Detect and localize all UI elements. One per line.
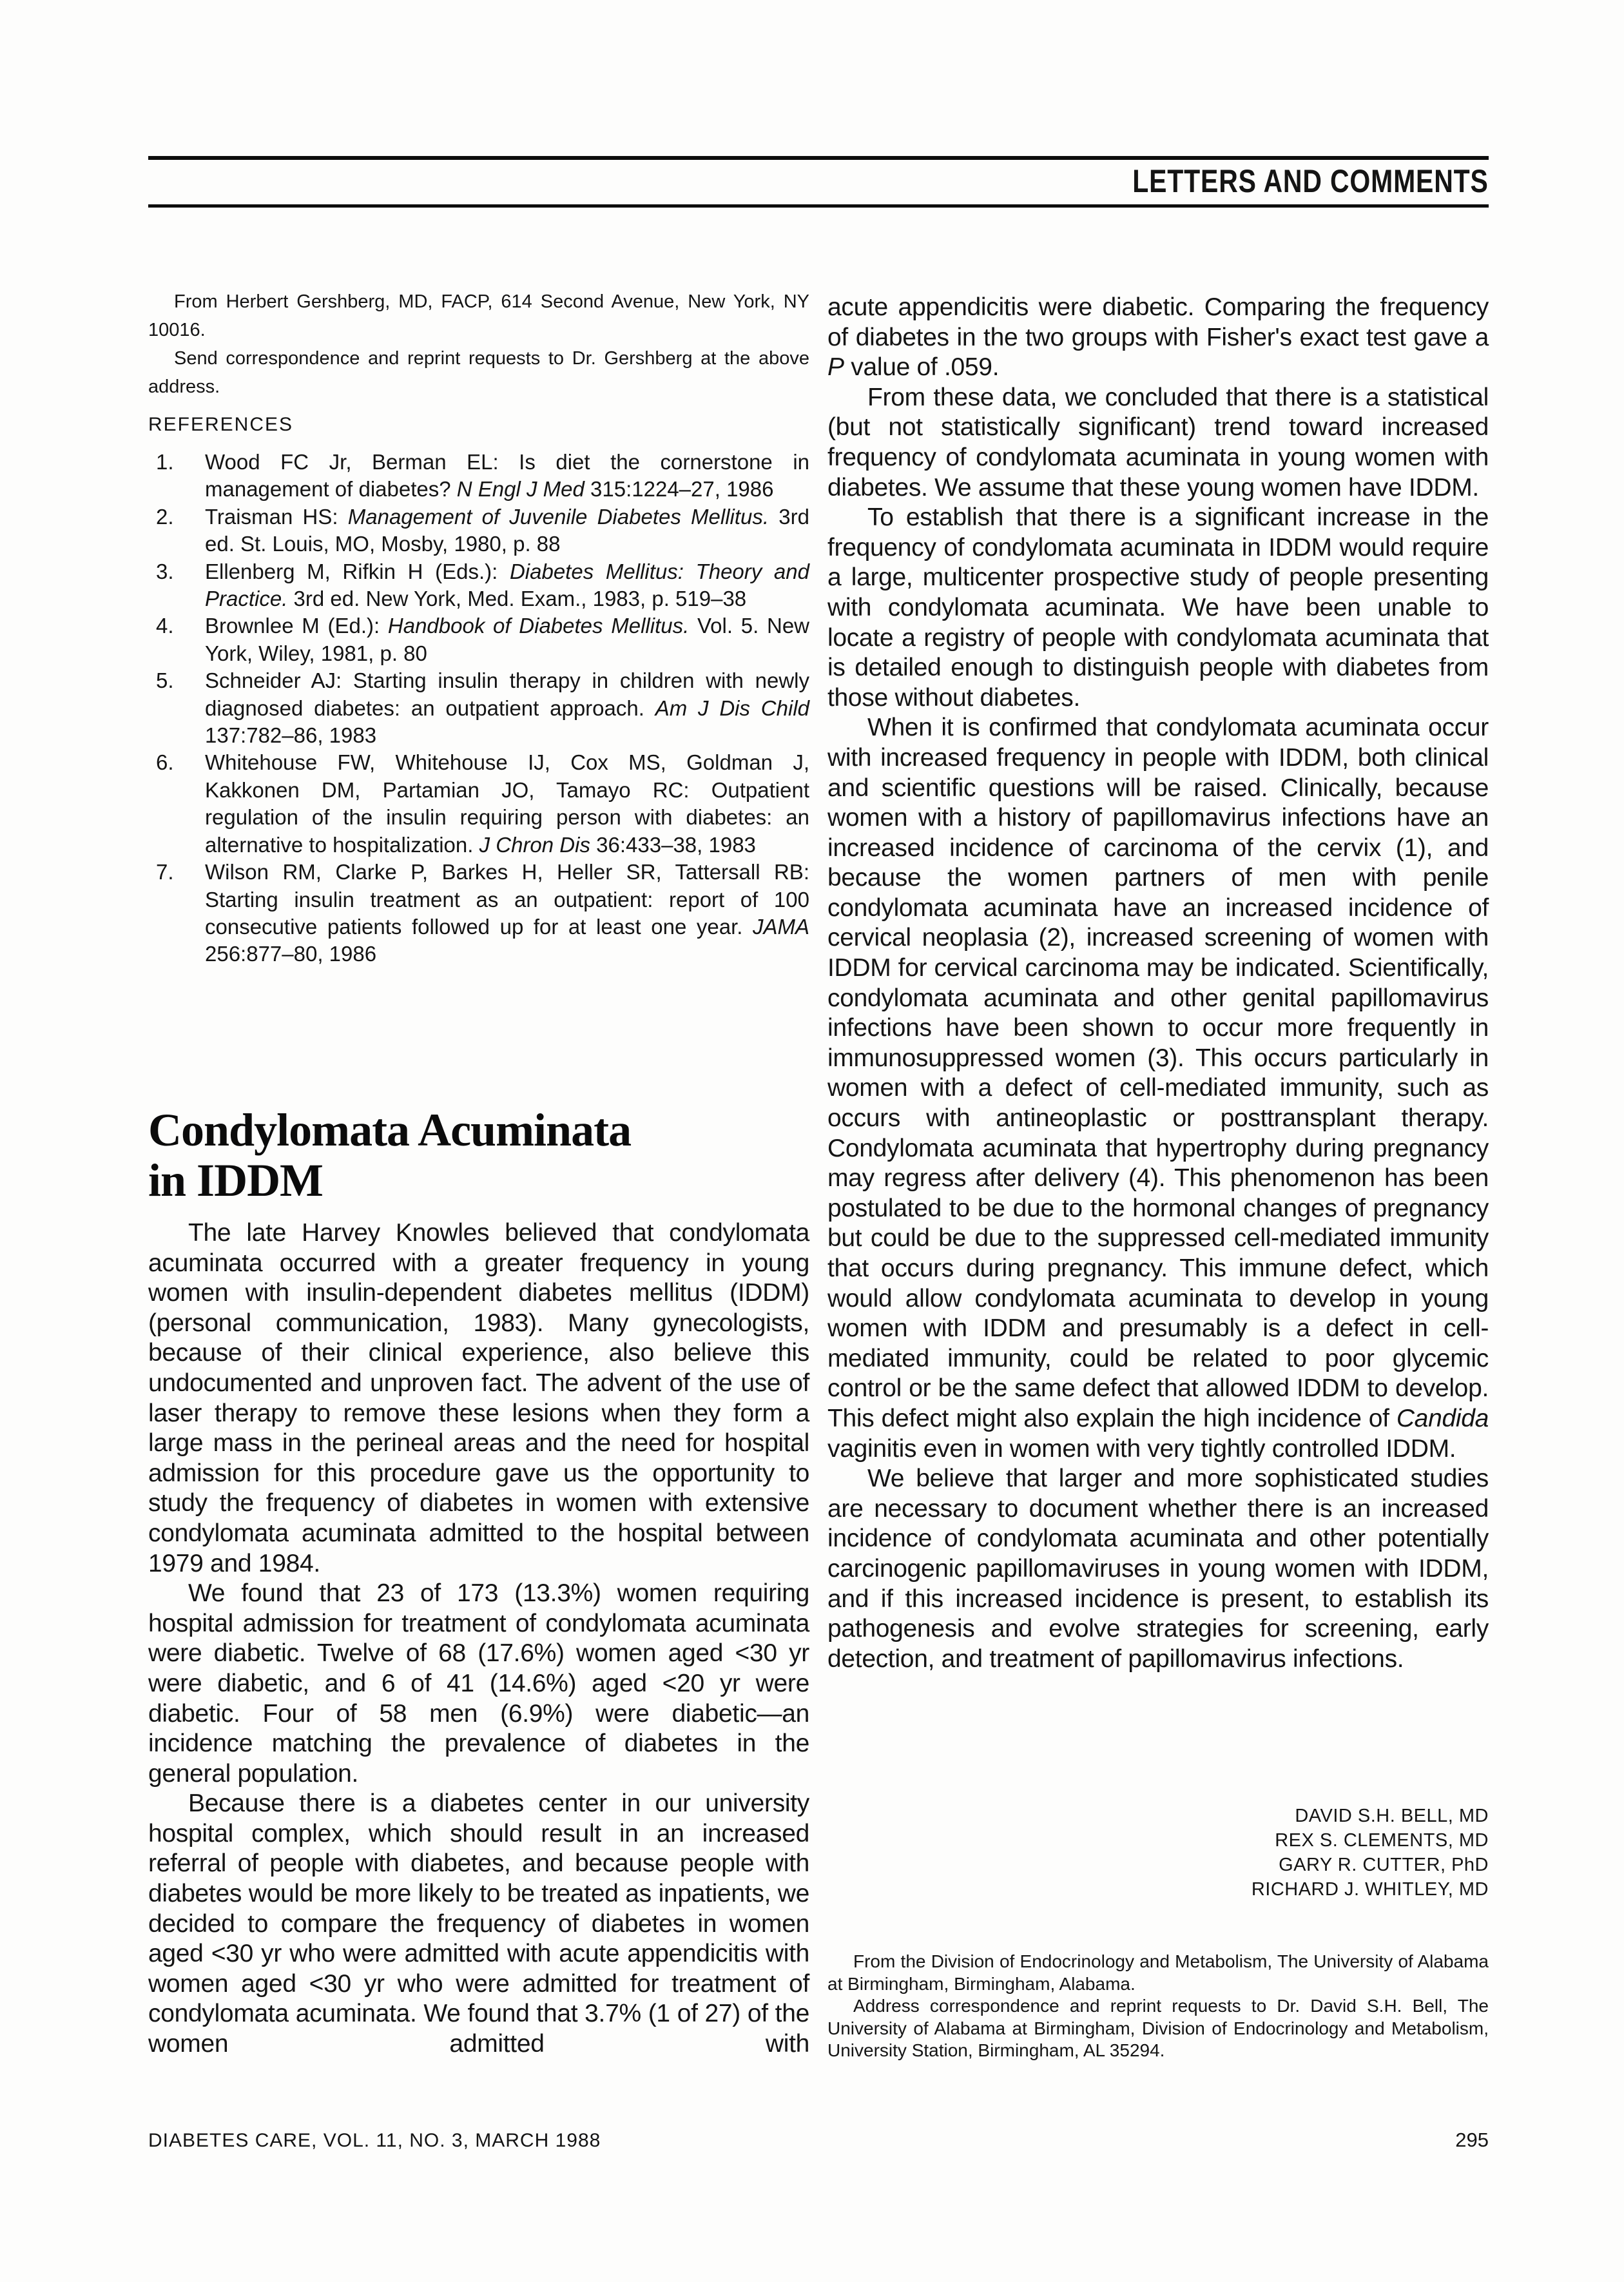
article-title-line-2: in IDDM (148, 1155, 324, 1206)
article-paragraph: acute appendicitis were diabetic. Comparing the frequency of diabetes in the two groups with Fisher's exact test gave a P value of .059. (827, 293, 1489, 382)
reference-text: Brownlee M (Ed.): Handbook of Diabetes Mellitus. Vol. 5. New York, Wiley, 1981, p. 80 (205, 614, 810, 665)
reference-number: 5. (156, 668, 174, 693)
affiliation-footnote (827, 1951, 1489, 2062)
author-signatures (827, 1804, 1489, 1902)
journal-citation: DIABETES CARE, VOL. 11, NO. 3, MARCH 1988 (148, 2130, 601, 2151)
reference-text: Wilson RM, Clarke P, Barkes H, Heller SR, Tattersall RB: Starting insulin treatment as an outpatient: report of 100 consecutive patients followed up for at least one year. JAMA 256:877–80, 1986 (205, 860, 809, 966)
reference-item (148, 612, 809, 667)
page-footer (148, 2129, 1489, 2152)
correspondence-note (148, 288, 809, 401)
affiliation-footnote-paragraph: From the Division of Endocrinology and Metabolism, The University of Alabama at Birmingham, Birmingham, Alabama. (827, 1951, 1489, 1994)
affiliation-footnote-paragraph: Address correspondence and reprint requests to Dr. David S.H. Bell, The University of Alabama at Birmingham, Division of Endocrinology and Metabolism, University Station, Birmingham, AL 35294. (827, 1996, 1489, 2060)
reference-text: Traisman HS: Management of Juvenile Diabetes Mellitus. 3rd ed. St. Louis, MO, Mosby, 1980, p. 88 (205, 504, 809, 556)
author-signature: RICHARD J. WHITLEY, MD (1251, 1879, 1489, 1900)
reference-number: 6. (156, 750, 174, 775)
article-paragraph: Because there is a diabetes center in our university hospital complex, which should result in an increased referral of people with diabetes, and because people with diabetes would be more likely to be treated as inpatients, we decided to compare the frequency of diabetes in women aged <30 yr who were admitted with acute appendicitis with women aged <30 yr who were admitted for treatment of condylomata acuminata. We found that 3.7% (1 of 27) of the women admitted with (148, 1790, 809, 2058)
reference-item (148, 503, 809, 558)
reference-number: 3. (156, 559, 174, 583)
reference-text: Whitehouse FW, Whitehouse IJ, Cox MS, Goldman J, Kakkonen DM, Partamian JO, Tamayo RC: Outpatient regulation of the insulin requiring person with diabetes: an alternative to hospitalization. J Chron Dis 36:433–38, 1983 (205, 750, 809, 857)
article-paragraph: We found that 23 of 173 (13.3%) women requiring hospital admission for treatment of condylomata acuminata were diabetic. Twelve of 68 (17.6%) women aged <30 yr were diabetic, and 6 of 41 (14.6%) aged <20 yr were diabetic. Four of 58 men (6.9%) were diabetic—an incidence matching the prevalence of diabetes in the general population. (148, 1579, 809, 1788)
article-paragraph: To establish that there is a significant increase in the frequency of condylomata acuminata in IDDM would require a large, multicenter prospective study of people presenting with condylomata acuminata. We have been unable to locate a registry of people with condylomata acuminata that is detailed enough to distinguish people with diabetes from those without diabetes. (827, 503, 1489, 712)
reference-item (148, 558, 809, 613)
reference-number: 2. (156, 504, 174, 529)
correspondence-note-paragraph: Send correspondence and reprint requests to Dr. Gershberg at the above address. (148, 348, 809, 397)
reference-number: 4. (156, 614, 174, 638)
reference-text: Ellenberg M, Rifkin H (Eds.): Diabetes Mellitus: Theory and Practice. 3rd ed. New York, Med. Exam., 1983, p. 519–38 (205, 559, 809, 611)
reference-text: Wood FC Jr, Berman EL: Is diet the cornerstone in management of diabetes? N Engl J Med 315:1224–27, 1986 (205, 450, 809, 502)
article-title (148, 1105, 809, 1205)
article-paragraph: We believe that larger and more sophisticated studies are necessary to document whether there is an increased incidence of condylomata acuminata and other potentially carcinogenic papillomaviruses in young women with IDDM, and if this increased incidence is present, to establish its pathogenesis and evolve strategies for screening, early detection, and treatment of papillomavirus infections. (827, 1465, 1489, 1673)
reference-item (148, 667, 809, 749)
reference-item (148, 859, 809, 968)
author-signature: DAVID S.H. BELL, MD (1295, 1806, 1489, 1826)
article-body-right (827, 293, 1489, 1674)
header-rule-bottom (148, 204, 1489, 208)
reference-number: 1. (156, 450, 174, 474)
article-paragraph: From these data, we concluded that there is a statistical (but not statistically significant) trend toward increased frequency of condylomata acuminata in young women with diabetes. We assume that these young women have IDDM. (827, 383, 1489, 502)
article-title-line-1: Condylomata Acuminata (148, 1104, 632, 1156)
correspondence-note-paragraph: From Herbert Gershberg, MD, FACP, 614 Second Avenue, New York, NY 10016. (148, 291, 809, 340)
author-signature: REX S. CLEMENTS, MD (1275, 1830, 1489, 1851)
article-paragraph: When it is confirmed that condylomata acuminata occur with increased frequency in people with IDDM, both clinical and scientific questions will be raised. Clinically, because women with a history of papillomavirus infections have an increased incidence of carcinoma of the cervix (1), and because the women partners of men with penile condylomata acuminata have an increased incidence of cervical neoplasia (2), increased screening of women with IDDM for cervical carcinoma may be indicated. Scientifically, condylomata acuminata and other genital papillomavirus infections have been shown to occur more frequently in immunosuppressed women (3). This occurs particularly in women with a defect of cell-mediated immunity, such as occurs with antineoplastic or posttransplant therapy. Condylomata acuminata that hypertrophy during pregnancy may regress after delivery (4). This phenomenon has been postulated to be due to the hormonal changes of pregnancy but could be due to the suppressed cell-mediated immunity that occurs during pregnancy. This immune defect, which would allow condylomata acuminata to develop in young women with IDDM and presumably is a defect in cell-mediated immunity, could be related to poor glycemic control or be the same defect that allowed IDDM to develop. This defect might also explain the high incidence of Candida vaginitis even in women with very tightly controlled IDDM. (827, 714, 1489, 1463)
page-header-title: LETTERS AND COMMENTS (1132, 163, 1489, 199)
header-rule-top (148, 156, 1489, 160)
reference-text: Schneider AJ: Starting insulin therapy in children with newly diagnosed diabetes: an outpatient approach. Am J Dis Child 137:782–86, 1983 (205, 668, 810, 748)
reference-item (148, 749, 809, 859)
reference-number: 7. (156, 860, 174, 884)
author-signature: GARY R. CUTTER, PhD (1279, 1855, 1489, 1875)
references-heading: REFERENCES (148, 414, 294, 435)
references-list (148, 449, 809, 968)
article-paragraph: The late Harvey Knowles believed that condylomata acuminata occurred with a greater frequency in young women with insulin-dependent diabetes mellitus (IDDM) (personal communication, 1983). Many gynecologists, because of their clinical experience, also believe this undocumented and unproven fact. The advent of the use of laser therapy to remove these lesions when they form a large mass in the perineal areas and the need for hospital admission for this procedure gave us the opportunity to study the frequency of diabetes in women with extensive condylomata acuminata admitted to the hospital between 1979 and 1984. (148, 1219, 809, 1577)
reference-item (148, 449, 809, 503)
article-body-left (148, 1218, 809, 2060)
page-number: 295 (1455, 2129, 1489, 2151)
